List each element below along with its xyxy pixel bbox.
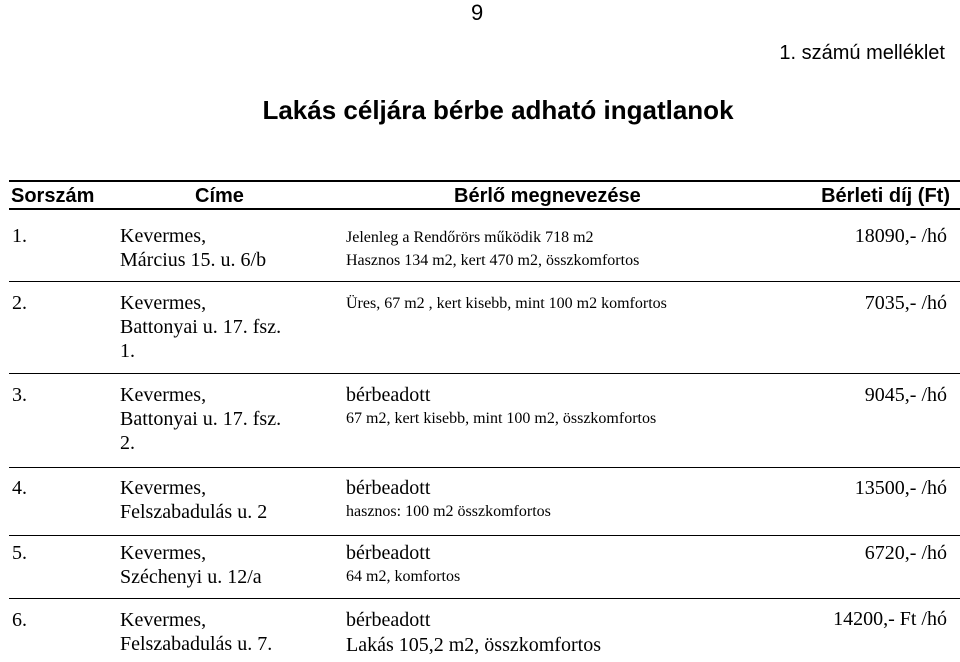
address-line: Felszabadulás u. 2	[120, 501, 268, 523]
row-number: 5.	[12, 542, 27, 564]
address-line: Kevermes,	[120, 609, 207, 631]
header-address: Címe	[195, 185, 244, 207]
row-description	[346, 226, 639, 272]
description-line: Jelenleg a Rendőrörs működik 718 m2	[346, 229, 594, 246]
description-line: 67 m2, kert kisebb, mint 100 m2, összkomfortos	[346, 410, 657, 427]
header-number: Sorszám	[11, 185, 95, 207]
description-line: 64 m2, komfortos	[346, 568, 461, 585]
address-line: Battonyai u. 17. fsz.	[120, 316, 282, 338]
row-description	[346, 292, 667, 315]
address-line: Kevermes,	[120, 542, 207, 564]
row-divider	[9, 598, 960, 599]
row-number: 2.	[12, 292, 27, 314]
page-number: 9	[471, 0, 484, 25]
document-title: Lakás céljára bérbe adható ingatlanok	[262, 95, 734, 125]
row-rent: 14200,- Ft /hó	[833, 608, 947, 630]
row-address	[120, 383, 281, 455]
row-address	[120, 476, 267, 524]
table-header	[9, 180, 960, 210]
row-address	[120, 291, 281, 363]
address-line: Felszabadulás u. 7.	[120, 633, 273, 655]
row-rent: 13500,- /hó	[854, 477, 947, 499]
row-number: 6.	[12, 609, 27, 631]
row-number: 3.	[12, 384, 27, 406]
address-line: 2.	[120, 432, 135, 454]
row-rent: 18090,- /hó	[854, 225, 947, 247]
address-line: Battonyai u. 17. fsz.	[120, 408, 282, 430]
description-line: bérbeadott	[346, 542, 431, 564]
header-tenant: Bérlő megnevezése	[454, 185, 641, 207]
row-number: 4.	[12, 477, 27, 499]
address-line: Kevermes,	[120, 225, 207, 247]
row-divider	[9, 535, 960, 536]
description-line: bérbeadott	[346, 384, 431, 406]
header-rent: Bérleti díj (Ft)	[821, 185, 950, 207]
row-rent: 7035,- /hó	[864, 292, 947, 314]
row-divider	[9, 467, 960, 468]
row-description	[346, 541, 460, 588]
row-rent: 6720,- /hó	[864, 542, 947, 564]
row-rent: 9045,- /hó	[864, 384, 947, 406]
description-line: bérbeadott	[346, 477, 431, 499]
row-divider	[9, 281, 960, 282]
row-divider	[9, 373, 960, 374]
address-line: Kevermes,	[120, 292, 207, 314]
address-line: Március 15. u. 6/b	[120, 249, 267, 271]
row-description	[346, 476, 551, 523]
row-address	[120, 541, 262, 589]
description-line: Lakás 105,2 m2, összkomfortos	[346, 634, 601, 656]
row-address	[120, 224, 266, 272]
address-line: Kevermes,	[120, 477, 207, 499]
description-line: bérbeadott	[346, 609, 431, 631]
description-line: Üres, 67 m2 , kert kisebb, mint 100 m2 komfortos	[346, 295, 667, 312]
row-address	[120, 608, 272, 656]
address-line: Széchenyi u. 12/a	[120, 566, 262, 588]
row-description	[346, 383, 656, 430]
description-line: hasznos: 100 m2 összkomfortos	[346, 503, 551, 520]
appendix-label: 1. számú melléklet	[779, 42, 945, 64]
address-line: 1.	[120, 340, 135, 362]
row-number: 1.	[12, 225, 27, 247]
description-line: Hasznos 134 m2, kert 470 m2, összkomfortos	[346, 252, 640, 269]
row-description	[346, 608, 601, 658]
address-line: Kevermes,	[120, 384, 207, 406]
